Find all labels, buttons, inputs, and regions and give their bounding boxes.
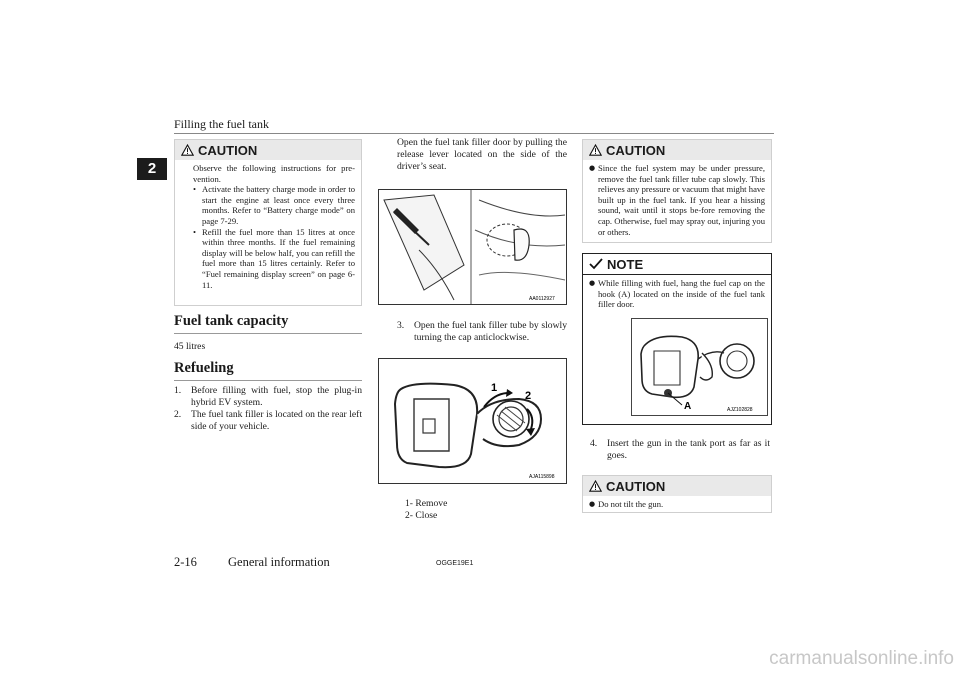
figure-release-lever [378, 189, 567, 305]
step-text: Open the fuel tank filler tube by slowly turning the cap anticlockwise. [414, 320, 567, 343]
chapter-tab: 2 [137, 158, 167, 180]
section-rule [174, 380, 362, 381]
filler-cap-illustration [379, 359, 566, 483]
fuel-capacity-value: 45 litres [174, 341, 206, 352]
caution-intro: Observe the following instructions for pre-vention. [193, 163, 355, 184]
note-check-icon [589, 258, 603, 270]
caution-header [175, 140, 361, 160]
figure-fuel-cap-hook [631, 318, 768, 416]
step-number: 2. [174, 409, 182, 420]
section-title-refueling: Refueling [174, 360, 234, 376]
list-item-text: Activate the battery charge mode in order to start the engine at least once every three months. Refer to “Battery charge mode” on page 7-29. [202, 184, 355, 226]
caution-label: CAUTION [606, 478, 666, 494]
section-rule [174, 333, 362, 334]
figure-legend [405, 498, 447, 522]
bullet-l-icon: ● [589, 500, 596, 508]
list-item [397, 320, 567, 344]
step-4 [590, 438, 770, 462]
step-number: 1. [174, 385, 182, 396]
document-code: OGGE19E1 [436, 560, 474, 567]
warning-triangle-icon [589, 144, 602, 156]
figure-filler-cap [378, 358, 567, 484]
list-item [589, 163, 765, 237]
page-header-title: Filling the fuel tank [174, 117, 269, 131]
note-box [582, 253, 772, 425]
section-title-fuel-capacity: Fuel tank capacity [174, 313, 289, 329]
figure-code: AJZ102828 [727, 407, 753, 413]
figure-mark-2: 2 [525, 390, 532, 402]
step-text: The fuel tank filler is located on the rear left side of your vehicle. [191, 409, 362, 432]
step-number: 4. [590, 438, 598, 449]
caution-box-gun [582, 475, 772, 513]
list-item [174, 385, 362, 409]
refueling-steps [174, 385, 362, 433]
caution-box-storage [174, 139, 362, 306]
caution-header [583, 140, 771, 160]
list-item-text: Do not tilt the gun. [598, 499, 664, 509]
caution-box-pressure [582, 139, 772, 243]
figure-code: AA0112927 [529, 296, 555, 302]
release-lever-illustration [379, 190, 566, 304]
list-item-text: Refill the fuel more than 15 litres at once within three months. If the fuel remaining display will be below half, you can refill the fuel more than 15 litres certainly. Refer to “Fuel remaining display screen” on page 6-11. [202, 226, 355, 290]
legend-item: 2- Close [405, 510, 438, 521]
figure-mark-1: 1 [491, 382, 498, 394]
watermark: carmanualsonline.info [769, 648, 954, 669]
list-item [193, 184, 355, 226]
step-text: Before filling with fuel, stop the plug-in hybrid EV system. [191, 385, 362, 408]
list-item [590, 438, 770, 462]
lever-instruction: Open the fuel tank filler door by pulling the release lever located on the side of the driver’s seat. [397, 137, 567, 172]
note-header [583, 254, 771, 275]
list-item-text: Since the fuel system may be under pressure, remove the fuel tank filler tube cap slowly. This relieves any pressure or vacuum that might have built up in the fuel tank. If you hear a hissing sound, wait until it stops be-fore removing the cap. Otherwise, fuel may spray out, injuring you or others. [598, 163, 765, 237]
note-label: NOTE [607, 256, 644, 272]
list-item [193, 227, 355, 291]
legend-item: 1- Remove [405, 498, 448, 509]
caution-label: CAUTION [606, 142, 666, 158]
figure-code: AJA115898 [529, 474, 555, 480]
header-rule [174, 133, 774, 134]
bullet-dot-icon: • [193, 184, 197, 195]
bullet-dot-icon: • [193, 226, 197, 237]
bullet-l-icon: ● [589, 164, 596, 172]
step-3 [397, 320, 567, 344]
warning-triangle-icon [589, 480, 602, 492]
page-number: 2-16 [174, 555, 197, 569]
list-item [589, 499, 765, 510]
bullet-l-icon: ● [589, 279, 596, 287]
step-number: 3. [397, 320, 405, 331]
caution-header [583, 476, 771, 496]
caution-label: CAUTION [198, 142, 258, 158]
warning-triangle-icon [181, 144, 194, 156]
footer-section-title: General information [228, 555, 330, 569]
list-item [174, 409, 362, 433]
list-item [589, 278, 765, 310]
fuel-cap-hook-illustration [632, 319, 767, 415]
list-item-text: While filling with fuel, hang the fuel cap on the hook (A) located on the inside of the fuel tank filler door. [598, 278, 765, 310]
figure-mark-a: A [684, 401, 692, 412]
step-text: Insert the gun in the tank port as far as it goes. [607, 438, 770, 461]
